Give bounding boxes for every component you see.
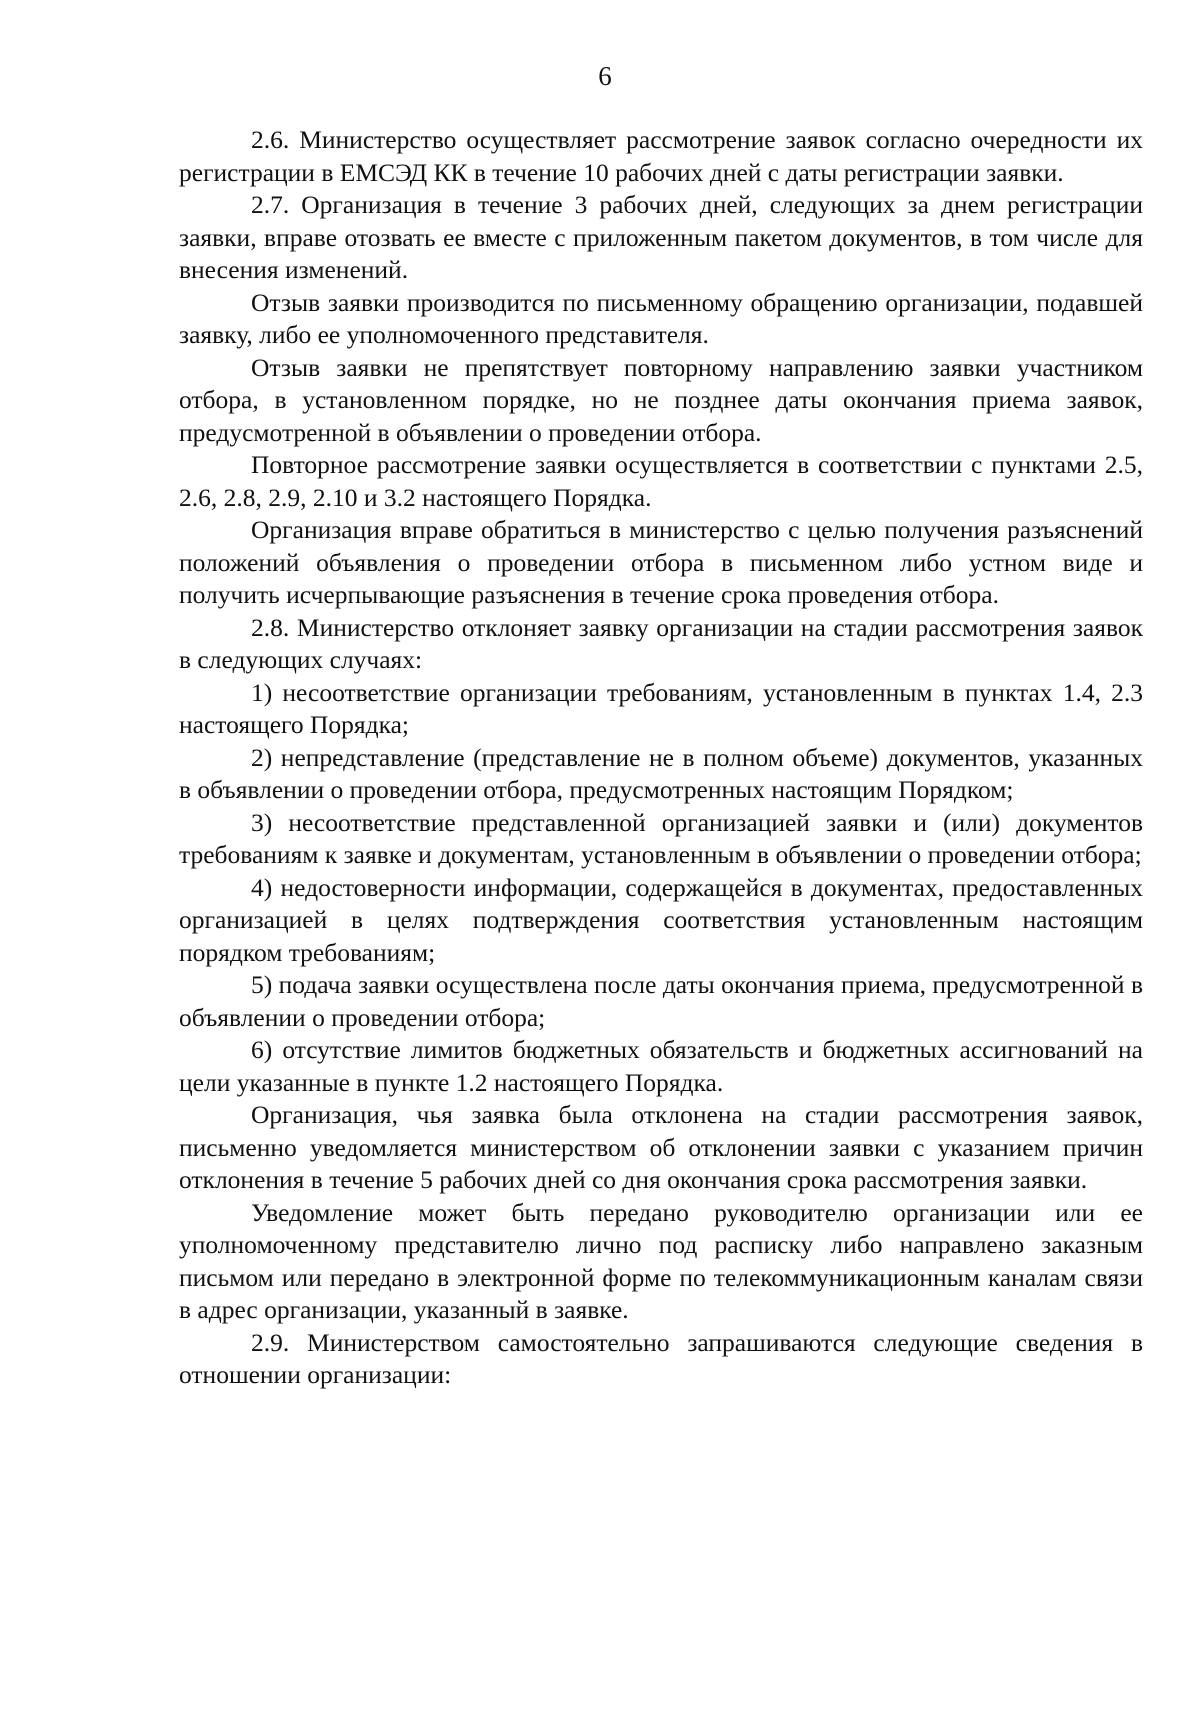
list-item-3: 3) несоответствие представленной организацией заявки и (или) документов требованиям к заявке и документам, установленным в объявлении о проведении отбора; bbox=[179, 807, 1143, 869]
paragraph-2-8: 2.8. Министерство отклоняет заявку организации на стадии рассмотрения заявок в следующих случаях: bbox=[179, 612, 1143, 674]
paragraph-clarifications: Организация вправе обратиться в министерство с целью получения разъяснений положений объявления о проведении отбора в письменном либо устном виде и получить исчерпывающие разъяснения в течение срока проведения отбора. bbox=[179, 515, 1143, 609]
list-item-2: 2) непредставление (представление не в полном объеме) документов, указанных в объявлении о проведении отбора, предусмотренных настоящим Порядком; bbox=[179, 742, 1143, 804]
paragraph-2-6: 2.6. Министерство осуществляет рассмотрение заявок согласно очередности их регистрации в ЕМСЭД КК в течение 10 рабочих дней с даты регистрации заявки. bbox=[179, 125, 1143, 187]
list-item-6: 6) отсутствие лимитов бюджетных обязательств и бюджетных ассигнований на цели указанные в пункте 1.2 настоящего Порядка. bbox=[179, 1035, 1143, 1097]
document-body bbox=[179, 124, 1143, 1392]
list-item-5: 5) подача заявки осуществлена после даты окончания приема, предусмотренной в объявлении о проведении отбора; bbox=[179, 970, 1143, 1032]
list-item-1: 1) несоответствие организации требованиям, установленным в пунктах 1.4, 2.3 настоящего Порядка; bbox=[179, 677, 1143, 739]
paragraph-repeat-review: Повторное рассмотрение заявки осуществляется в соответствии с пунктами 2.5, 2.6, 2.8, 2.9, 2.10 и 3.2 настоящего Порядка. bbox=[179, 450, 1143, 512]
paragraph-2-9: 2.9. Министерством самостоятельно запрашиваются следующие сведения в отношении организации: bbox=[179, 1327, 1143, 1389]
paragraph-notification-delivery: Уведомление может быть передано руководителю организации или ее уполномоченному представителю лично под расписку либо направлено заказным письмом или передано в электронной форме по телекоммуникационным каналам связи в адрес организации, указанный в заявке. bbox=[179, 1197, 1143, 1324]
paragraph-rejection-notice: Организация, чья заявка была отклонена на стадии рассмотрения заявок, письменно уведомляется министерством об отклонении заявки с указанием причин отклонения в течение 5 рабочих дней со дня окончания срока рассмотрения заявки. bbox=[179, 1100, 1143, 1194]
paragraph-withdrawal-resubmission: Отзыв заявки не препятствует повторному направлению заявки участником отбора, в установленном порядке, но не позднее даты окончания приема заявок, предусмотренной в объявлении о проведении отбора. bbox=[179, 352, 1143, 447]
list-item-4: 4) недостоверности информации, содержащейся в документах, предоставленных организацией в целях подтверждения соответствия установленным настоящим порядком требованиям; bbox=[179, 872, 1143, 967]
paragraph-2-7: 2.7. Организация в течение 3 рабочих дней, следующих за днем регистрации заявки, вправе отозвать ее вместе с приложенным пакетом документов, в том числе для внесения изменений. bbox=[179, 190, 1143, 284]
page-number: 6 bbox=[598, 61, 612, 91]
paragraph-withdrawal-request: Отзыв заявки производится по письменному обращению организации, подавшей заявку, либо ее уполномоченного представителя. bbox=[179, 287, 1143, 349]
